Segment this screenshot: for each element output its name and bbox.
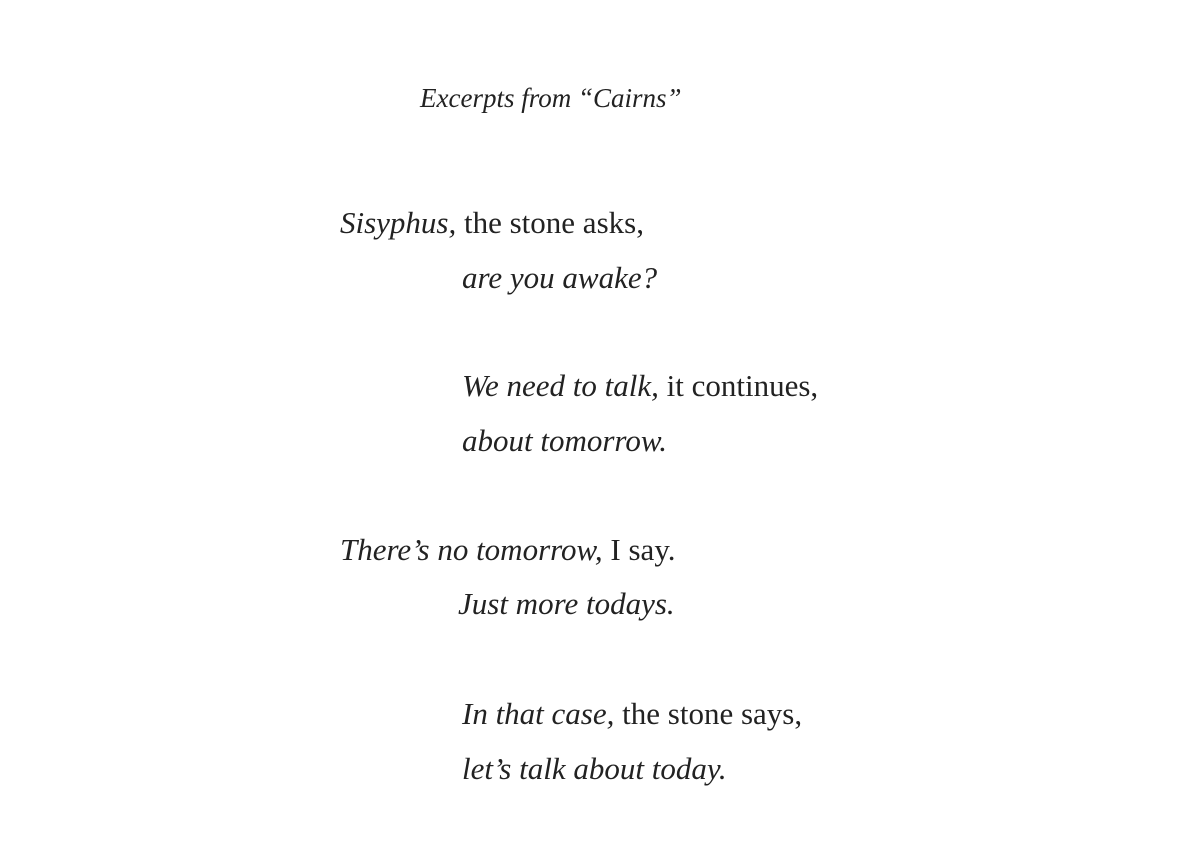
poem-line	[458, 584, 675, 624]
poem-line-italic: Just more todays.	[458, 586, 675, 621]
poem-line	[340, 203, 644, 243]
poem-line-italic: We need to talk,	[462, 368, 659, 403]
poem-line	[462, 258, 657, 298]
poem-line-roman: it continues,	[658, 368, 819, 403]
poem-line	[462, 366, 818, 406]
poem-line-roman: I say.	[602, 532, 676, 567]
poem-line-roman: the stone asks,	[456, 205, 644, 240]
poem-title: Excerpts from “Cairns”	[420, 83, 682, 113]
poem-line-italic: There’s no tomorrow,	[340, 532, 603, 567]
poem-line-italic: Sisyphus,	[340, 205, 457, 240]
poem-line-italic: let’s talk about today.	[462, 751, 727, 786]
poem-line	[462, 694, 802, 734]
poem-line-italic: about tomorrow.	[462, 423, 667, 458]
poem-line	[462, 421, 667, 461]
poem-line	[340, 530, 676, 570]
poem-line-italic: In that case,	[462, 696, 615, 731]
poem-line	[462, 749, 727, 789]
poem-line-roman: the stone says,	[614, 696, 803, 731]
poem-line-italic: are you awake?	[462, 260, 658, 295]
